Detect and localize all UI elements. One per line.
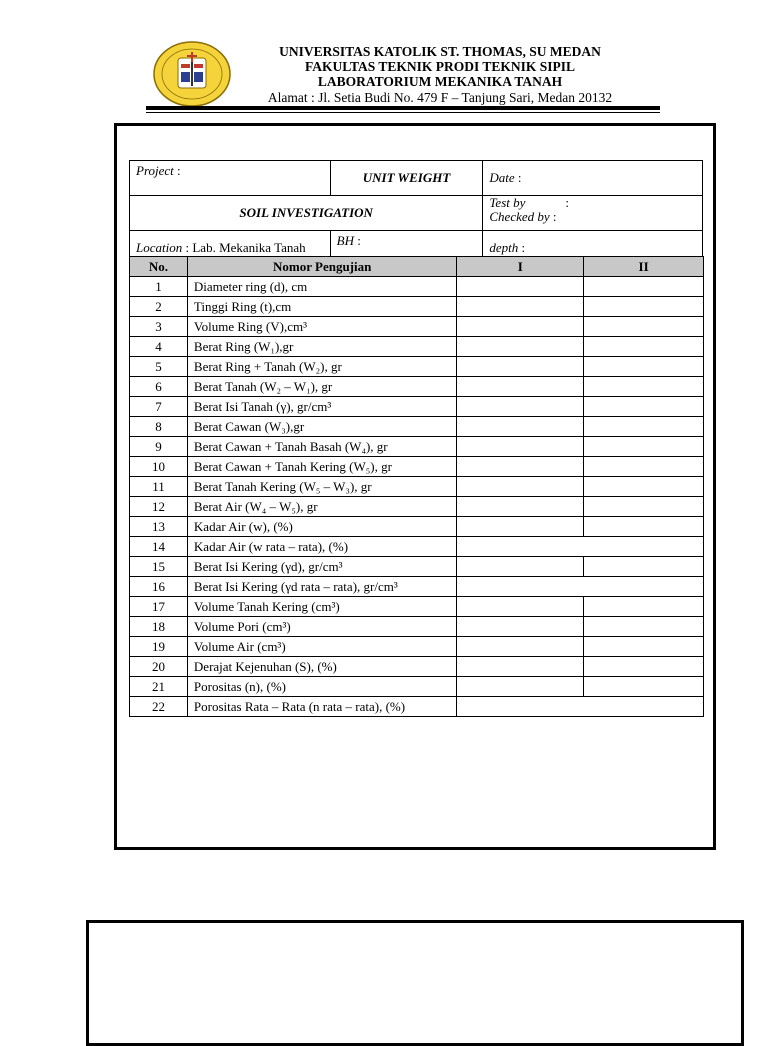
- row-label: Volume Tanah Kering (cm³): [187, 597, 457, 617]
- value-cell-i[interactable]: [457, 277, 584, 297]
- value-cell-i[interactable]: [457, 297, 584, 317]
- row-number: 1: [130, 277, 188, 297]
- address: Alamat : Jl. Setia Budi No. 479 F – Tanjung Sari, Medan 20132: [267, 90, 613, 105]
- table-row: [130, 337, 704, 357]
- row-label: Berat Isi Tanah (γ), gr/cm³: [187, 397, 457, 417]
- row-number: 20: [130, 657, 188, 677]
- row-label: Berat Tanah (W₂ – W₁), gr: [187, 377, 457, 397]
- value-cell-ii[interactable]: [584, 517, 704, 537]
- form-subtitle: SOIL INVESTIGATION: [130, 196, 483, 231]
- row-label: Berat Isi Kering (γd rata – rata), gr/cm³: [187, 577, 457, 597]
- value-cell-ii[interactable]: [584, 337, 704, 357]
- value-cell-i[interactable]: [457, 617, 584, 637]
- row-number: 9: [130, 437, 188, 457]
- table-row: [130, 457, 704, 477]
- row-label: Berat Cawan + Tanah Basah (W₄), gr: [187, 437, 457, 457]
- value-cell-ii[interactable]: [584, 437, 704, 457]
- value-cell-ii[interactable]: [584, 657, 704, 677]
- table-row: [130, 537, 704, 557]
- row-label: Volume Pori (cm³): [187, 617, 457, 637]
- row-number: 3: [130, 317, 188, 337]
- value-cell-i[interactable]: [457, 357, 584, 377]
- table-row: [130, 677, 704, 697]
- value-cell-ii[interactable]: [584, 377, 704, 397]
- value-cell-i[interactable]: [457, 437, 584, 457]
- table-row: [130, 277, 704, 297]
- row-label: Berat Cawan (W₃),gr: [187, 417, 457, 437]
- test-checked-field[interactable]: Test by : Checked by :: [483, 196, 703, 231]
- row-label: Berat Isi Kering (γd), gr/cm³: [187, 557, 457, 577]
- table-row: [130, 637, 704, 657]
- row-label: Diameter ring (d), cm: [187, 277, 457, 297]
- row-label: Berat Tanah Kering (W₅ – W₃), gr: [187, 477, 457, 497]
- faculty-name: FAKULTAS TEKNIK PRODI TEKNIK SIPIL: [304, 59, 576, 74]
- value-cell-i[interactable]: [457, 417, 584, 437]
- value-cell-i[interactable]: [457, 497, 584, 517]
- value-cell-i[interactable]: [457, 677, 584, 697]
- table-row: [130, 597, 704, 617]
- value-cell-i[interactable]: [457, 317, 584, 337]
- row-label: Berat Cawan + Tanah Kering (W₅), gr: [187, 457, 457, 477]
- row-label: Tinggi Ring (t),cm: [187, 297, 457, 317]
- bh-field[interactable]: BH :: [330, 231, 483, 266]
- row-label: Berat Ring (W₁),gr: [187, 337, 457, 357]
- row-number: 16: [130, 577, 188, 597]
- row-number: 7: [130, 397, 188, 417]
- row-label: Volume Air (cm³): [187, 637, 457, 657]
- header-rule: [146, 106, 660, 110]
- row-number: 4: [130, 337, 188, 357]
- row-number: 18: [130, 617, 188, 637]
- table-row: [130, 317, 704, 337]
- row-number: 5: [130, 357, 188, 377]
- row-number: 12: [130, 497, 188, 517]
- value-cell-merged[interactable]: [457, 577, 704, 597]
- row-number: 14: [130, 537, 188, 557]
- value-cell-ii[interactable]: [584, 637, 704, 657]
- col-ii: II: [584, 257, 704, 277]
- university-seal-icon: [152, 40, 232, 108]
- row-label: Derajat Kejenuhan (S), (%): [187, 657, 457, 677]
- table-row: [130, 397, 704, 417]
- table-row: [130, 297, 704, 317]
- value-cell-ii[interactable]: [584, 277, 704, 297]
- value-cell-ii[interactable]: [584, 317, 704, 337]
- table-row: [130, 557, 704, 577]
- university-name: UNIVERSITAS KATOLIK ST. THOMAS, SU MEDAN: [279, 44, 601, 59]
- row-number: 11: [130, 477, 188, 497]
- table-row: [130, 497, 704, 517]
- value-cell-ii[interactable]: [584, 677, 704, 697]
- value-cell-merged[interactable]: [457, 697, 704, 717]
- table-row: [130, 517, 704, 537]
- row-label: Kadar Air (w rata – rata), (%): [187, 537, 457, 557]
- value-cell-ii[interactable]: [584, 617, 704, 637]
- value-cell-i[interactable]: [457, 337, 584, 357]
- row-label: Volume Ring (V),cm³: [187, 317, 457, 337]
- info-table: [129, 160, 703, 266]
- value-cell-ii[interactable]: [584, 357, 704, 377]
- row-label: Kadar Air (w), (%): [187, 517, 457, 537]
- col-no: No.: [130, 257, 188, 277]
- table-row: [130, 657, 704, 677]
- table-row: [130, 697, 704, 717]
- row-label: Porositas (n), (%): [187, 677, 457, 697]
- row-number: 22: [130, 697, 188, 717]
- second-form-frame: [86, 920, 744, 1046]
- value-cell-ii[interactable]: [584, 597, 704, 617]
- row-number: 6: [130, 377, 188, 397]
- value-cell-i[interactable]: [457, 397, 584, 417]
- value-cell-i[interactable]: [457, 557, 584, 577]
- depth-field[interactable]: depth :: [483, 231, 703, 266]
- value-cell-ii[interactable]: [584, 497, 704, 517]
- value-cell-i[interactable]: [457, 377, 584, 397]
- col-nomor-pengujian: Nomor Pengujian: [187, 257, 457, 277]
- table-row: [130, 577, 704, 597]
- lab-name: LABORATORIUM MEKANIKA TANAH: [317, 74, 563, 89]
- value-cell-merged[interactable]: [457, 537, 704, 557]
- project-field[interactable]: Project :: [130, 161, 331, 196]
- row-label: Berat Ring + Tanah (W₂), gr: [187, 357, 457, 377]
- value-cell-i[interactable]: [457, 477, 584, 497]
- value-cell-ii[interactable]: [584, 417, 704, 437]
- date-field[interactable]: Date :: [483, 161, 703, 196]
- row-number: 21: [130, 677, 188, 697]
- value-cell-i[interactable]: [457, 637, 584, 657]
- value-cell-ii[interactable]: [584, 457, 704, 477]
- value-cell-i[interactable]: [457, 657, 584, 677]
- row-number: 19: [130, 637, 188, 657]
- row-number: 13: [130, 517, 188, 537]
- test-table: [129, 256, 704, 717]
- table-row: [130, 377, 704, 397]
- row-number: 8: [130, 417, 188, 437]
- value-cell-i[interactable]: [457, 517, 584, 537]
- form-title: UNIT WEIGHT: [330, 161, 483, 196]
- table-row: [130, 417, 704, 437]
- col-i: I: [457, 257, 584, 277]
- value-cell-ii[interactable]: [584, 397, 704, 417]
- row-number: 10: [130, 457, 188, 477]
- value-cell-ii[interactable]: [584, 477, 704, 497]
- location-field[interactable]: Location : Lab. Mekanika Tanah: [130, 231, 331, 266]
- table-header-row: [130, 257, 704, 277]
- value-cell-i[interactable]: [457, 457, 584, 477]
- value-cell-ii[interactable]: [584, 557, 704, 577]
- table-row: [130, 617, 704, 637]
- row-number: 15: [130, 557, 188, 577]
- value-cell-i[interactable]: [457, 597, 584, 617]
- header-rule-thin: [146, 112, 660, 113]
- row-label: Berat Air (W₄ – W₅), gr: [187, 497, 457, 517]
- table-row: [130, 437, 704, 457]
- row-label: Porositas Rata – Rata (n rata – rata), (%): [187, 697, 457, 717]
- row-number: 2: [130, 297, 188, 317]
- table-row: [130, 477, 704, 497]
- table-row: [130, 357, 704, 377]
- value-cell-ii[interactable]: [584, 297, 704, 317]
- row-number: 17: [130, 597, 188, 617]
